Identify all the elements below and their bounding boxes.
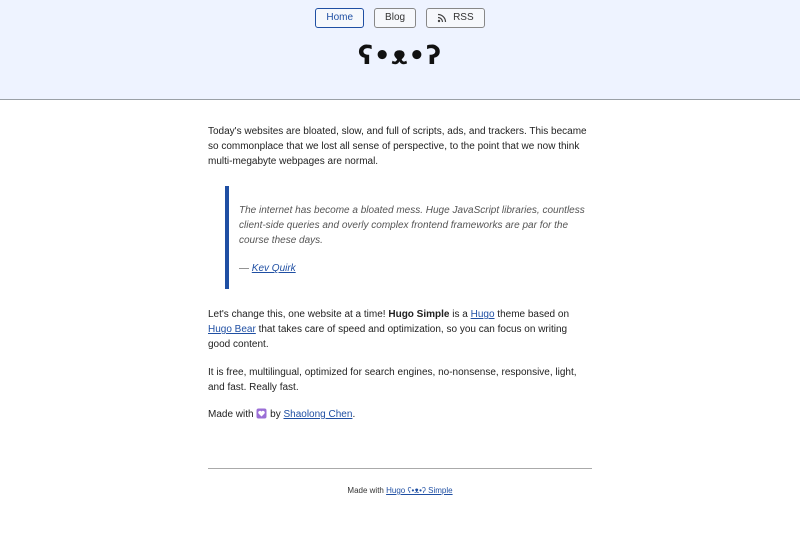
nav-blog-link[interactable] (374, 8, 416, 28)
features-paragraph: It is free, multilingual, optimized for search engines, no-nonsense, responsive, light, and fast. Really fast. (208, 367, 577, 393)
rss-icon (437, 13, 447, 23)
author-link[interactable]: Shaolong Chen (283, 409, 353, 420)
site-title[interactable]: ʕ•ᴥ•ʔ (357, 41, 442, 71)
footer-theme-link[interactable]: Hugo ʕ•ᴥ•ʔ Simple (386, 486, 453, 495)
quote-author-link[interactable]: Kev Quirk (251, 263, 296, 274)
footer-divider (208, 468, 592, 469)
hugo-bear-link[interactable]: Hugo Bear (208, 324, 256, 335)
site-header (0, 0, 800, 100)
nav-rss-label: RSS (453, 12, 474, 23)
para2-text-4: that takes care of speed and optimization, so you can focus on writing good content. (208, 324, 568, 350)
made-with-paragraph (208, 407, 592, 422)
footer-text: Made with (347, 486, 387, 495)
site-footer (0, 486, 800, 495)
quote-text: The internet has become a bloated mess. Huge JavaScript libraries, countless client-side queries and overly complex frontend frameworks are par for the course these days. (239, 205, 585, 246)
para2-text-3: theme based on (494, 309, 570, 320)
heart-icon (256, 408, 267, 419)
quote-dash: — (239, 263, 252, 274)
para2-text-1: Let's change this, one website at a time! (208, 309, 389, 320)
nav-home-label: Home (326, 12, 354, 23)
intro-paragraph: Today's websites are bloated, slow, and full of scripts, ads, and trackers. This became so commonplace that we lost all sense of perspective, to the point that we now think multi-megabyte webpages are normal. (208, 126, 587, 167)
para4-text-2: by (267, 409, 284, 420)
nav-rss-link[interactable] (426, 8, 485, 28)
nav-home-link[interactable] (315, 8, 364, 28)
hugo-simple-name: Hugo Simple (388, 309, 450, 320)
quote-attribution (239, 261, 296, 276)
para4-text-1: Made with (208, 409, 257, 420)
nav-blog-label: Blog (385, 12, 406, 23)
para4-text-3: . (352, 409, 356, 420)
blockquote (225, 186, 592, 289)
hugo-simple-paragraph (208, 307, 592, 352)
hugo-link[interactable]: Hugo (470, 309, 495, 320)
main-nav (0, 8, 800, 28)
para2-text-2: is a (449, 309, 471, 320)
